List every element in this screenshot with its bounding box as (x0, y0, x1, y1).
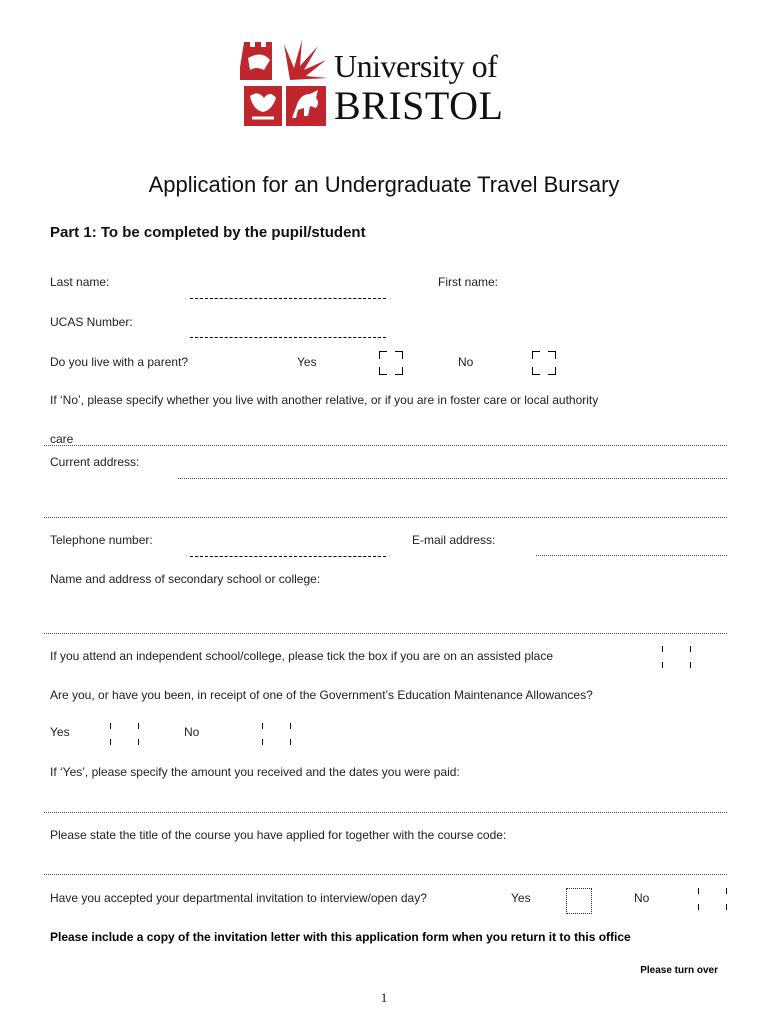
email-input[interactable] (536, 555, 727, 556)
course-input[interactable] (44, 874, 727, 875)
last-name-label: Last name: (50, 275, 110, 289)
accepted-no-label: No (634, 891, 650, 905)
assisted-place-checkbox[interactable] (662, 646, 690, 670)
accepted-yes-checkbox[interactable] (566, 888, 592, 914)
if-yes-text: If ‘Yes’, please specify the amount you received and the dates you were paid: (50, 765, 460, 779)
logo-line-1: University of (334, 48, 498, 84)
school-label: Name and address of secondary school or college: (50, 572, 321, 586)
live-parent-yes-checkbox[interactable] (379, 351, 403, 375)
ema-details-input[interactable] (44, 812, 727, 813)
telephone-input[interactable] (190, 556, 386, 557)
ema-yes-checkbox[interactable] (110, 723, 138, 747)
include-note: Please include a copy of the invitation letter with this application form when you return it to this office (50, 930, 631, 944)
care-input[interactable] (44, 445, 727, 446)
ucas-input[interactable] (190, 337, 386, 338)
care-text: care (50, 432, 74, 446)
live-parent-no-checkbox[interactable] (532, 351, 556, 375)
course-text: Please state the title of the course you have applied for together with the course code: (50, 828, 507, 842)
address-line-1[interactable] (178, 478, 727, 479)
live-parent-label: Do you live with a parent? (50, 355, 189, 369)
live-parent-no-label: No (458, 355, 474, 369)
crest-icon (240, 38, 328, 128)
school-input[interactable] (44, 633, 727, 634)
part1-heading: Part 1: To be completed by the pupil/student (50, 224, 366, 241)
current-address-label: Current address: (50, 455, 140, 469)
university-logo (240, 38, 530, 128)
live-parent-yes-label: Yes (297, 355, 317, 369)
logo-line-2: BRISTOL (334, 83, 504, 128)
ema-no-label: No (184, 725, 200, 739)
accepted-yes-label: Yes (511, 891, 531, 905)
if-no-text: If ‘No’, please specify whether you live with another relative, or if you are in foster care or local authority (50, 393, 599, 407)
address-line-2[interactable] (44, 517, 727, 518)
email-label: E-mail address: (412, 533, 496, 547)
accepted-no-checkbox[interactable] (698, 888, 726, 912)
page-number: 1 (380, 990, 388, 1005)
page-title: Application for an Undergraduate Travel Bursary (148, 172, 620, 197)
telephone-label: Telephone number: (50, 533, 153, 547)
independent-text: If you attend an independent school/college, please tick the box if you are on an assisted place (50, 649, 554, 663)
last-name-input[interactable] (190, 298, 386, 299)
turn-over-note: Please turn over (640, 965, 718, 976)
first-name-label: First name: (438, 275, 499, 289)
ucas-label: UCAS Number: (50, 315, 133, 329)
ema-question: Are you, or have you been, in receipt of one of the Government’s Education Maintenance Allowances? (50, 688, 593, 702)
accepted-question: Have you accepted your departmental invitation to interview/open day? (50, 891, 427, 905)
ema-no-checkbox[interactable] (262, 723, 290, 747)
ema-yes-label: Yes (50, 725, 70, 739)
